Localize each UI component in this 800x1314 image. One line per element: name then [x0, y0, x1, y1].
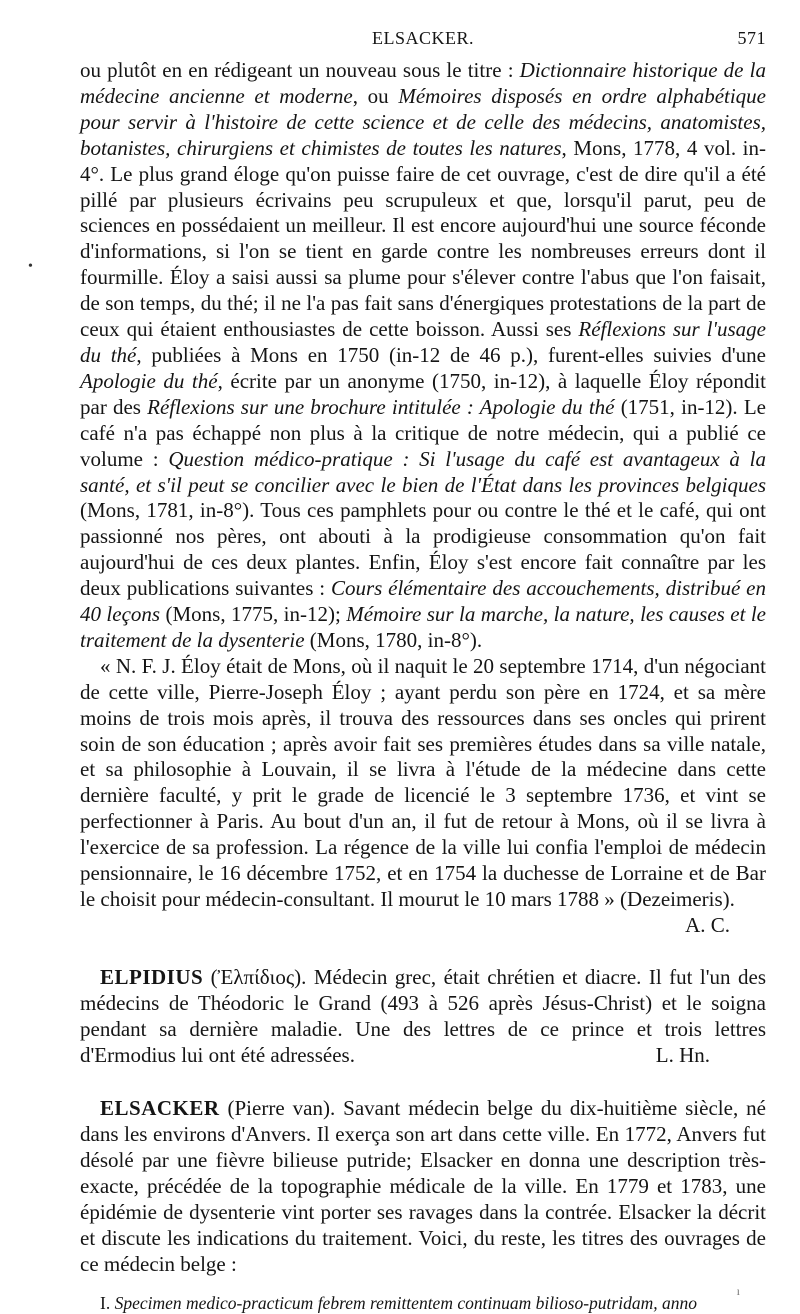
text-run: , publiées à Mons en 1750 (in-12 de 46 p.), furent-elles suivies d'une — [136, 342, 766, 367]
corner-mark: ı — [736, 1284, 740, 1298]
entry-text: Médecin grec, était chrétien et diacre. Il fut l'un des médecins de Théodoric le Grand (493 à 526 après Jésus-Christ) et le soigna pendant sa dernière maladie. Une des lettres de ce prince et trois lettres d'Ermodius lui ont été adressées. — [80, 964, 766, 1067]
quotation-text: « N. F. J. Éloy était de Mons, où il naquit le 20 septembre 1714, d'un négociant de cette ville, Pierre-Joseph Éloy ; ayant perdu son père en 1724, et sa mère moins de trois mois après, il trouva des ressources dans ses oncles qui prirent soin de son éducation ; après avoir fait ses premières études dans sa ville natale, et sa philosophie à Louvain, il se livra à l'étude de la médecine dans cette dernière faculté, y prit le grade de licencié le 3 septembre 1736, et vint se perfectionner à Paris. Au bout d'un an, il fut de retour à Mons, où il se livra à l'exercice de sa profession. La régence de la ville lui confia l'emploi de médecin pensionnaire, le 16 décembre 1752, et en 1754 la duchesse de Lorraine et de Bar le choisit pour médecin-consultant. Il mourut le 10 mars 1788 » (Dezeimeris). — [80, 653, 766, 911]
entry-elpidius — [80, 965, 766, 1069]
greek-name: (Ἐλπίδιος). — [203, 964, 314, 989]
title-dictionnaire: Dictionnaire historique de la médecine ancienne et moderne — [80, 58, 766, 108]
title-apologie: Apologie du thé — [80, 368, 218, 393]
text-run: , Mons, 1778, 4 vol. in-4°. Le plus grand éloge qu'on puisse faire de cet ouvrage, c'est de dire qu'il a été pillé par plusieurs écrivains peu scrupuleux et que, lorsqu'il parut, peu de sciences en possédaient un meilleur. Il est encore aujourd'hui une source féconde d'informations, si l'on se tient en garde contre les nombreuses erreurs dont il fourmille. Éloy a saisi aussi sa plume pour s'élever contre l'abus que l'on faisait, de son temps, du thé; il ne l'a pas fait sans d'énergiques protestations de la part de ceux qui étaient enthousiastes de cette boisson. Aussi ses — [80, 135, 766, 342]
name-part: (Pierre van). — [219, 1096, 344, 1121]
text-run: , écrite par un anonyme (1750, in-12), à laquelle Éloy répondit par des — [80, 368, 766, 419]
body-text — [80, 58, 766, 1314]
entry-text: Savant médecin belge du dix-huitième siècle, né dans les environs d'Anvers. Il exerça son art dans cette ville. En 1772, Anvers fut désolé par une fièvre bilieuse putride; Elsacker en donna une description très-exacte, précédée de la topographie médicale de la ville. En 1779 et 1783, une épidémie de dysenterie vint porter ses ravages dans la contrée. Elsacker la décrit et discute les indications du traitement. Voici, du reste, les titres des ouvrages de ce médecin belge : — [80, 1096, 766, 1276]
margin-mark: • — [28, 259, 33, 274]
text-run: (1751, in-12). Le café n'a pas échappé non plus à la critique de notre médecin, qui a publié ce volume : — [80, 394, 766, 471]
headword-elsacker: ELSACKER — [100, 1096, 220, 1121]
headword-elpidius: ELPIDIUS — [100, 964, 204, 989]
item-text: Specimen medico-practicum febrem remittentem continuam bilioso-putridam, anno — [114, 1292, 697, 1313]
author-signature: L. Hn. — [655, 1042, 710, 1067]
item-number: I. — [100, 1292, 115, 1313]
text-run: (Mons, 1781, in-8°). Tous ces pamphlets pour ou contre le thé et le café, qui ont passionné nos pères, ont abouti à la prodigieuse consommation qu'on fait aujourd'hui de ces deux plantes. Enfin, Éloy s'est encore fait connaître par les deux publications suivantes : — [80, 498, 766, 601]
text-run: ou plutôt en en rédigeant un nouveau sous le titre : — [80, 58, 520, 82]
running-head-title: ELSACKER. — [371, 28, 474, 48]
running-head — [80, 28, 766, 52]
text-run: , ou — [352, 83, 399, 108]
text-run: (Mons, 1780, in-8°). — [304, 627, 483, 652]
page-number: 571 — [737, 28, 766, 48]
entry-elsacker — [80, 1096, 766, 1277]
quotation-paragraph — [80, 653, 766, 937]
title-cours-accouchements: Cours élémentaire des accouchements, distribué en 40 leçons — [80, 576, 766, 627]
title-memoire-dysenterie: Mémoire sur la marche, la nature, les causes et le traitement de la dysenterie — [80, 602, 766, 652]
author-signature: A. C. — [685, 912, 730, 937]
title-question-cafe: Question médico-pratique : Si l'usage du café est avantageux à la santé, et s'il peut se concilier avec le bien de l'État dans les provinces belgiques — [80, 446, 766, 497]
text-run: (Mons, 1775, in-12); — [160, 602, 347, 627]
title-reflexions-the: Réflexions sur l'usage du thé — [80, 317, 766, 367]
title-memoires: Mémoires disposés en ordre alphabétique pour servir à l'histoire de cette science et de celle des médecins, anatomistes, botanistes, chirurgiens et chimistes de toutes les natures — [80, 83, 767, 160]
title-reflexions-brochure: Réflexions sur une brochure intitulée : Apologie du thé — [147, 394, 615, 419]
continuation-paragraph — [80, 58, 766, 654]
